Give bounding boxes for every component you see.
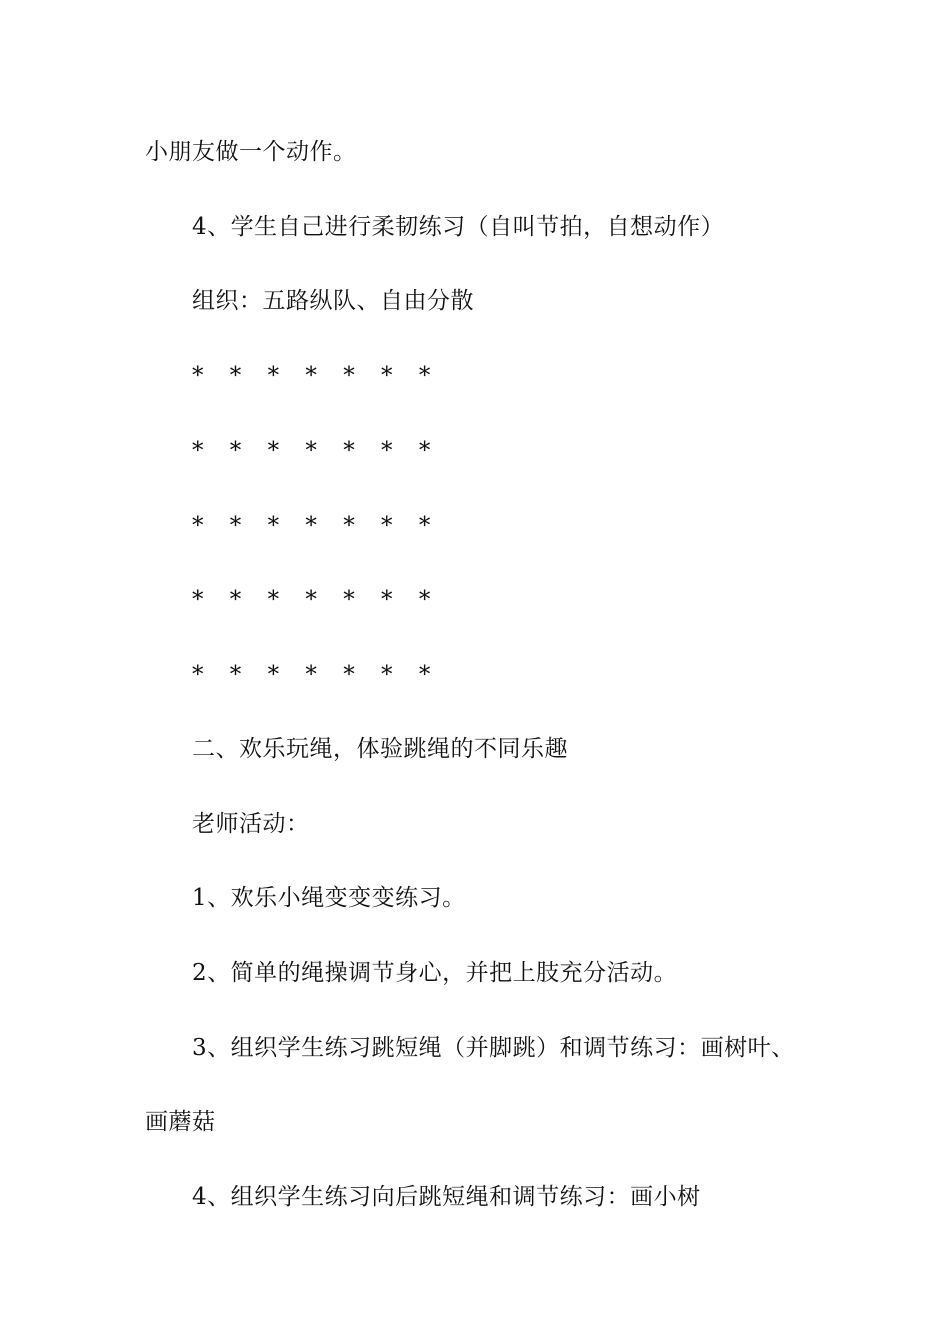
- paragraph-line: 2、简单的绳操调节身心，并把上肢充分活动。: [192, 960, 678, 986]
- paragraph-line: 3、组织学生练习跳短绳（并脚跳）和调节练习：画树叶、: [192, 1035, 795, 1061]
- formation-row: * * * * * * *: [192, 438, 440, 464]
- paragraph-line: 小朋友做一个动作。: [145, 139, 357, 165]
- paragraph-line: 4、学生自己进行柔韧练习（自叫节拍，自想动作）: [192, 214, 725, 240]
- paragraph-line: 组织：五路纵队、自由分散: [192, 288, 474, 314]
- formation-row: * * * * * * *: [192, 363, 440, 389]
- formation-row: * * * * * * *: [192, 662, 440, 688]
- section-heading: 二、欢乐玩绳，体验跳绳的不同乐趣: [192, 736, 568, 762]
- formation-row: * * * * * * *: [192, 587, 440, 613]
- paragraph-line: 1、欢乐小绳变变变练习。: [192, 885, 466, 911]
- paragraph-line: 画蘑菇: [145, 1109, 216, 1135]
- paragraph-line: 4、组织学生练习向后跳短绳和调节练习：画小树: [192, 1184, 701, 1210]
- paragraph-line: 老师活动：: [192, 811, 310, 837]
- formation-row: * * * * * * *: [192, 513, 440, 539]
